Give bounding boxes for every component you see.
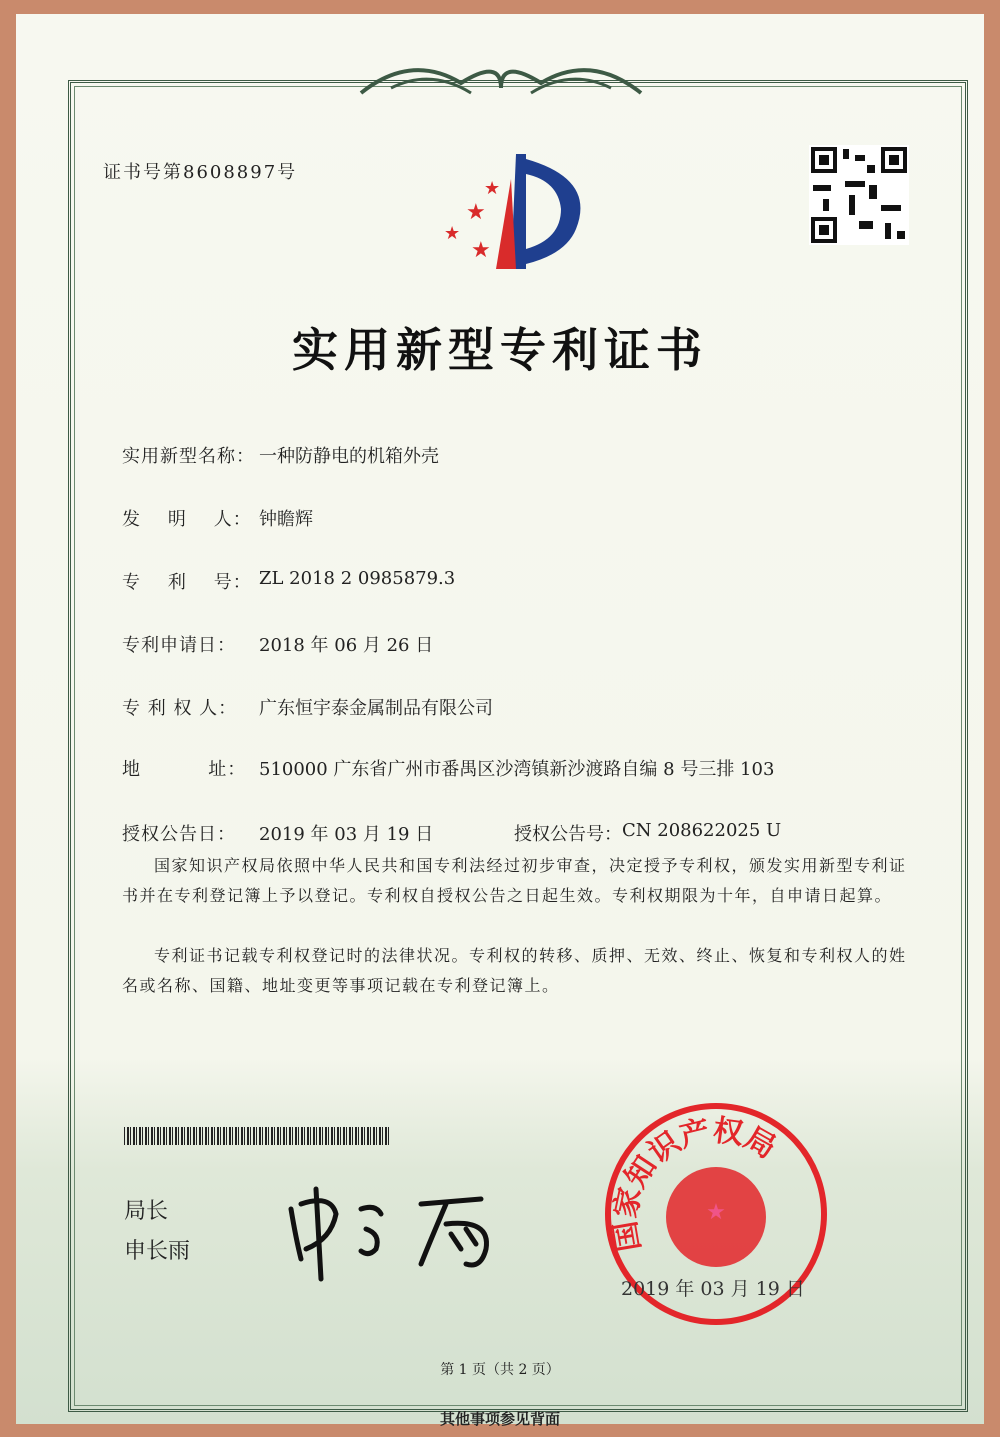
- field-inventor: [122, 505, 799, 531]
- qr-code: [809, 145, 909, 245]
- seal-text: 国家知识产权局: [608, 1113, 782, 1254]
- field-name: [122, 442, 799, 468]
- certificate-title: 实用新型专利证书: [292, 323, 708, 377]
- certificate-paper: [16, 14, 984, 1424]
- svg-text:★: ★: [444, 223, 461, 244]
- field-value: 一种防静电的机箱外壳: [259, 446, 439, 467]
- director-name: 申长雨: [124, 1239, 191, 1264]
- field-grant-date: [122, 820, 781, 846]
- announcement-label: 授权公告号：: [514, 824, 622, 845]
- barcode: [124, 1127, 389, 1145]
- field-label: 地 址：: [122, 759, 247, 780]
- field-label: 专 利 权 人：: [122, 698, 238, 719]
- field-value: 钟瞻辉: [259, 509, 313, 530]
- paragraph-legal: 专利证书记载专利权登记时的法律状况。专利权的转移、质押、无效、终止、恢复和专利权人的姓名或名称、国籍、地址变更等事项记载在专利登记簿上。: [122, 946, 907, 995]
- field-label: 实用新型名称：: [122, 446, 255, 467]
- back-note: 其他事项参见背面: [439, 1410, 560, 1428]
- seal-date: 2019 年 03 月 19 日: [621, 1278, 805, 1300]
- page-info: 第 1 页（共 2 页）: [440, 1362, 560, 1378]
- field-label: 授权公告日：: [122, 824, 236, 845]
- svg-text:★: ★: [484, 178, 501, 199]
- field-address: [122, 756, 789, 783]
- field-label: 专 利 号：: [122, 572, 252, 593]
- field-filing-date: [122, 631, 799, 657]
- field-patentee: [122, 694, 799, 720]
- paragraph-grant: 国家知识产权局依照中华人民共和国专利法经过初步审查，决定授予专利权，颁发实用新型专利证书并在专利登记簿上予以登记。专利权自授权公告之日起生效。专利权期限为十年，自申请日起算。: [122, 856, 907, 905]
- announcement-value: CN 208622025 U: [622, 820, 782, 841]
- field-value: 2018 年 06 月 26 日: [259, 635, 434, 656]
- svg-text:★: ★: [466, 200, 486, 225]
- svg-text:★: ★: [706, 1200, 726, 1225]
- director-title: 局长: [124, 1199, 169, 1224]
- svg-text:★: ★: [471, 238, 491, 263]
- field-label: 发 明 人：: [122, 509, 252, 530]
- director-signature: [281, 1179, 521, 1289]
- field-value: 2019 年 03 月 19 日: [259, 824, 434, 845]
- field-patent-number: [122, 568, 799, 594]
- field-value: 510000 广东省广州市番禺区沙湾镇新沙渡路自编 8 号三排 103: [259, 759, 775, 780]
- certificate-number: 证书号第8608897号: [103, 162, 298, 183]
- ornament-top: [351, 48, 651, 108]
- field-value: 广东恒宇泰金属制品有限公司: [259, 698, 493, 719]
- field-value: ZL 2018 2 0985879.3: [259, 568, 456, 589]
- field-label: 专利申请日：: [122, 635, 236, 656]
- cnipa-logo: [426, 139, 596, 274]
